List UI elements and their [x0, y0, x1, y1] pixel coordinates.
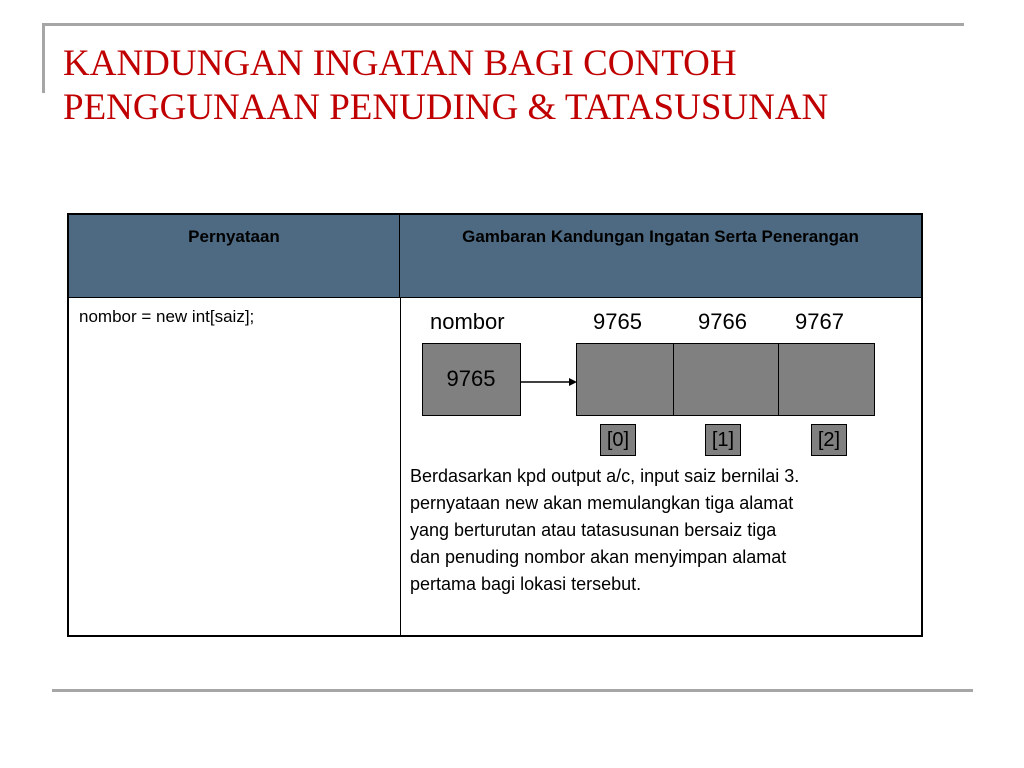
frame-bottom-rule [52, 689, 973, 692]
address-label-0: 9765 [593, 309, 642, 334]
frame-left-rule [42, 23, 45, 93]
index-label-2: [2] [811, 424, 847, 456]
description-line-4: dan penuding nombor akan menyimpan alamat [410, 547, 787, 567]
slide-title-line-2: PENGGUNAAN PENUDING & TATASUSUNAN [63, 87, 829, 128]
description-line-5: pertama bagi lokasi tersebut. [410, 574, 642, 594]
index-label-1: [1] [705, 424, 741, 456]
arrow-right-icon [520, 372, 578, 392]
slide-title-line-1: KANDUNGAN INGATAN BAGI CONTOH [63, 43, 737, 84]
array-cell-1 [673, 343, 779, 416]
pointer-value: 9765 [446, 366, 496, 391]
address-label-2: 9767 [795, 309, 844, 334]
address-label-1: 9766 [698, 309, 747, 334]
statement-code: nombor = new int[saiz]; [79, 307, 255, 326]
array-cell-0 [576, 343, 674, 416]
slide-title [63, 42, 963, 130]
description-line-3: yang berturutan atau tatasusunan bersaiz tiga [410, 520, 777, 540]
index-label-0: [0] [600, 424, 636, 456]
table-header-rule [69, 297, 921, 298]
header-memory-description: Gambaran Kandungan Ingatan Serta Penerangan [400, 215, 921, 297]
description-line-2: pernyataan new akan memulangkan tiga alamat [410, 493, 794, 513]
header-statement: Pernyataan [69, 215, 400, 297]
table-column-rule [400, 297, 401, 635]
description-line-1: Berdasarkan kpd output a/c, input saiz bernilai 3. [410, 466, 800, 486]
pointer-name-label: nombor [430, 309, 505, 334]
description-text [410, 463, 910, 598]
frame-top-rule [42, 23, 964, 26]
array-cell-2 [778, 343, 875, 416]
